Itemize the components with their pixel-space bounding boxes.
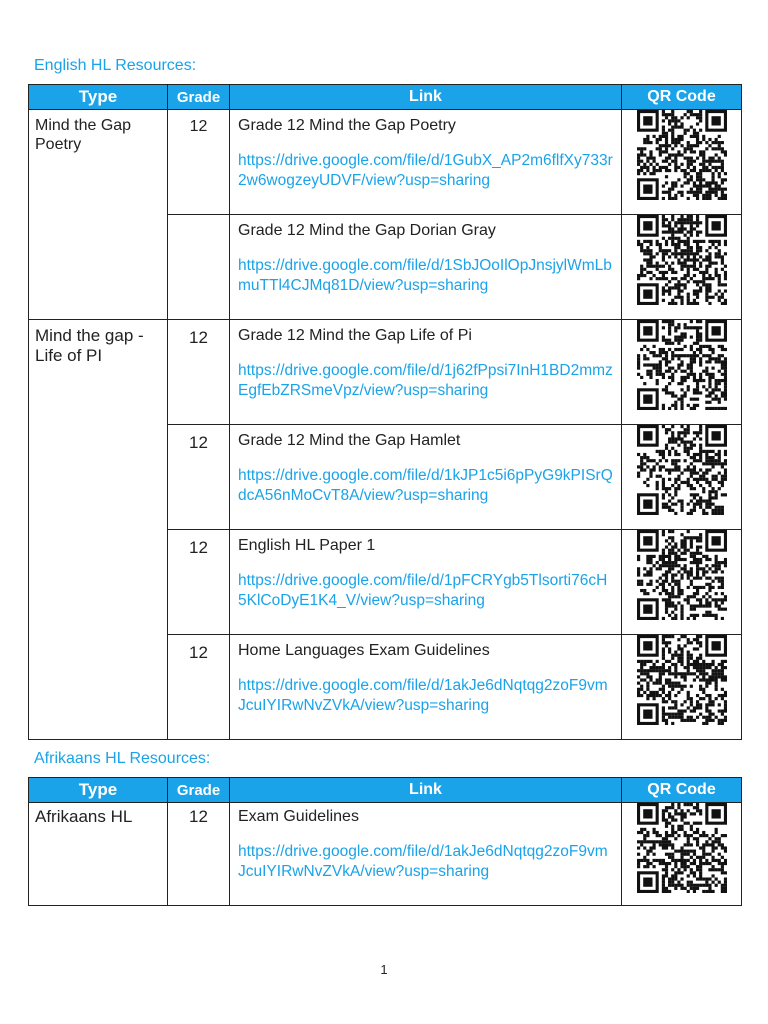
grade-cell	[168, 803, 230, 906]
link-cell	[230, 635, 622, 740]
afrikaans-section-title: Afrikaans HL Resources:	[34, 750, 211, 767]
grade-value: 12	[189, 807, 208, 826]
grade-value: 12	[189, 118, 208, 135]
link-cell	[230, 110, 622, 215]
qr-cell	[622, 425, 742, 530]
qr-code-icon[interactable]	[637, 530, 727, 620]
qr-code-icon[interactable]	[637, 635, 727, 725]
header-link: Link	[230, 778, 622, 803]
resource-title: English HL Paper 1	[238, 537, 376, 554]
header-type: Type	[29, 85, 168, 110]
resource-link[interactable]: https://drive.google.com/file/d/1akJe6dNqtqg2zoF9vmJcuIYIRwNvZVkA/view?usp=sharing	[238, 843, 608, 880]
resource-title: Grade 12 Mind the Gap Dorian Gray	[238, 222, 496, 239]
grade-cell	[168, 215, 230, 320]
header-link: Link	[230, 85, 622, 110]
header-type: Type	[29, 778, 168, 803]
resource-link[interactable]: https://drive.google.com/file/d/1j62fPpsi7InH1BD2mmzEgfEbZRSmeVpz/view?usp=sharing	[238, 362, 613, 399]
grade-cell	[168, 320, 230, 425]
qr-cell	[622, 320, 742, 425]
table-row	[29, 110, 742, 215]
link-cell	[230, 803, 622, 906]
type-label: Mind the Gap Poetry	[35, 117, 132, 153]
header-qr-code: QR Code	[622, 778, 742, 803]
resource-link[interactable]: https://drive.google.com/file/d/1GubX_AP2m6flfXy733r2w6wogzeyUDVF/view?usp=sharing	[238, 152, 613, 189]
qr-code-icon[interactable]	[637, 803, 727, 893]
header-qr-code: QR Code	[622, 85, 742, 110]
type-label: Mind the gap -Life of PI	[35, 326, 144, 365]
qr-code-icon[interactable]	[637, 320, 727, 410]
type-cell	[29, 110, 168, 320]
grade-value: 12	[189, 433, 208, 452]
header-grade: Grade	[168, 778, 230, 803]
type-cell	[29, 803, 168, 906]
qr-cell	[622, 635, 742, 740]
grade-cell	[168, 425, 230, 530]
qr-code-icon[interactable]	[637, 425, 727, 515]
grade-value: 12	[189, 328, 208, 347]
resource-title: Grade 12 Mind the Gap Hamlet	[238, 432, 461, 449]
link-cell	[230, 215, 622, 320]
resource-link[interactable]: https://drive.google.com/file/d/1akJe6dNqtqg2zoF9vmJcuIYIRwNvZVkA/view?usp=sharing	[238, 677, 608, 714]
grade-cell	[168, 110, 230, 215]
table-row	[29, 320, 742, 425]
resource-link[interactable]: https://drive.google.com/file/d/1SbJOoIlOpJnsjylWmLbmuTTl4CJMq81D/view?usp=sharing	[238, 257, 612, 294]
qr-code-icon[interactable]	[637, 215, 727, 305]
resource-title: Exam Guidelines	[238, 808, 359, 825]
resource-link[interactable]: https://drive.google.com/file/d/1kJP1c5i6pPyG9kPISrQdcA56nMoCvT8A/view?usp=sharing	[238, 467, 613, 504]
qr-code-icon[interactable]	[637, 110, 727, 200]
english-resources-table	[28, 84, 742, 740]
english-section-title: English HL Resources:	[34, 57, 197, 74]
table-row	[29, 803, 742, 906]
link-cell	[230, 530, 622, 635]
qr-cell	[622, 215, 742, 320]
grade-value: 12	[189, 643, 208, 662]
afrikaans-resources-table	[28, 777, 742, 906]
afrikaans-header-row	[29, 778, 742, 803]
english-header-row	[29, 85, 742, 110]
grade-value: 12	[189, 538, 208, 557]
type-label: Afrikaans HL	[35, 807, 133, 826]
qr-cell	[622, 530, 742, 635]
grade-value	[168, 215, 229, 223]
qr-cell	[622, 110, 742, 215]
resource-title: Home Languages Exam Guidelines	[238, 642, 490, 659]
header-grade: Grade	[168, 85, 230, 110]
grade-cell	[168, 635, 230, 740]
grade-cell	[168, 530, 230, 635]
resource-title: Grade 12 Mind the Gap Life of Pi	[238, 327, 472, 344]
page-number: 1	[380, 962, 388, 977]
type-cell	[29, 320, 168, 740]
resource-title: Grade 12 Mind the Gap Poetry	[238, 117, 456, 134]
qr-cell	[622, 803, 742, 906]
link-cell	[230, 320, 622, 425]
link-cell	[230, 425, 622, 530]
resource-link[interactable]: https://drive.google.com/file/d/1pFCRYgb5Tlsorti76cH5KlCoDyE1K4_V/view?usp=sharing	[238, 572, 608, 609]
